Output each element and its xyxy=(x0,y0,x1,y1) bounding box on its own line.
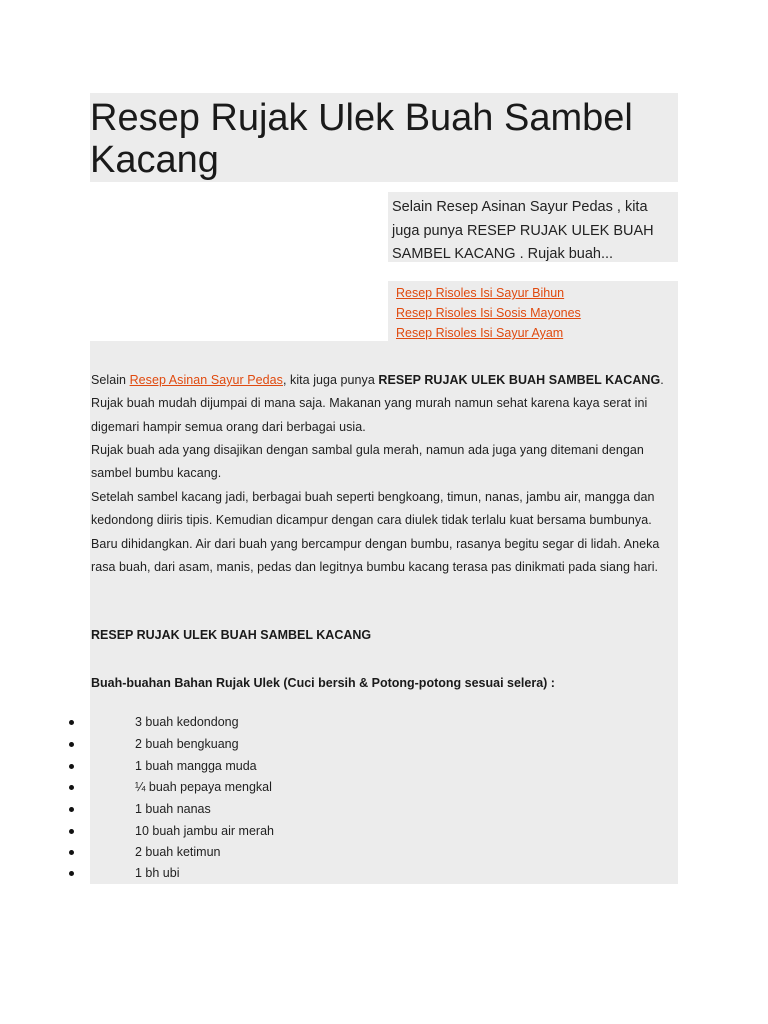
bullet-icon xyxy=(69,807,74,812)
list-item xyxy=(0,779,700,799)
bullet-icon xyxy=(69,829,74,834)
related-link-2[interactable]: Resep Risoles Isi Sosis Mayones xyxy=(396,306,581,320)
paragraph-sambal: Rujak buah ada yang disajikan dengan sambal gula merah, namun ada juga yang ditemani dengan sambel bumbu kacang. xyxy=(91,443,644,481)
list-item xyxy=(0,865,700,885)
related-link-3[interactable]: Resep Risoles Isi Sayur Ayam xyxy=(396,326,564,340)
bullet-icon xyxy=(69,720,74,725)
intro-middle: , kita juga punya xyxy=(282,373,379,387)
related-links xyxy=(388,281,678,342)
bullet-icon xyxy=(69,850,74,855)
ingredients-heading: Buah-buahan Bahan Rujak Ulek (Cuci bersih & Potong-potong sesuai selera) : xyxy=(91,676,555,690)
ingredient-text: 2 buah ketimun xyxy=(135,845,221,859)
ingredient-text: 1 buah nanas xyxy=(135,802,211,816)
intro-bold-title: RESEP RUJAK ULEK BUAH SAMBEL KACANG xyxy=(378,373,661,387)
intro-prefix: Selain xyxy=(91,373,130,387)
paragraph-preparation: Setelah sambel kacang jadi, berbagai buah seperti bengkoang, timun, nanas, jambu air, mangga dan kedondong diiris tipis. Kemudian dicampur dengan cara diulek tidak terlalu kuat bersama bumbunya. Baru dihidangkan. Air dari buah yang bercampur dengan bumbu, rasanya begitu segar di lidah. Aneka rasa buah, dari asam, manis, pedas dan legitnya bumbu kacang terasa pas dinikmati pada siang hari. xyxy=(91,490,660,574)
ingredient-text: 2 buah bengkuang xyxy=(135,737,239,751)
ingredient-text: 1 bh ubi xyxy=(135,866,180,880)
list-item xyxy=(0,714,700,734)
intro-rest: . Rujak buah mudah dijumpai di mana saja. Makanan yang murah namun sehat karena kaya serat ini digemari hampir semua orang dari berbagai usia. xyxy=(91,373,664,434)
bullet-icon xyxy=(69,742,74,747)
title-box xyxy=(90,93,678,182)
asinan-link[interactable]: Resep Asinan Sayur Pedas xyxy=(129,373,283,387)
list-item xyxy=(0,736,700,756)
ingredient-text: 1 buah mangga muda xyxy=(135,759,257,773)
list-item xyxy=(0,758,700,778)
list-item xyxy=(0,844,700,864)
bullet-icon xyxy=(69,785,74,790)
recipe-heading: RESEP RUJAK ULEK BUAH SAMBEL KACANG xyxy=(91,628,372,642)
bullet-icon xyxy=(69,764,74,769)
ingredient-text: 10 buah jambu air merah xyxy=(135,824,274,838)
intro-paragraph xyxy=(91,369,681,439)
page-title: Resep Rujak Ulek Buah Sambel Kacang xyxy=(90,97,633,181)
ingredient-text: ¼ buah pepaya mengkal xyxy=(135,780,272,794)
related-link-1[interactable]: Resep Risoles Isi Sayur Bihun xyxy=(396,286,565,300)
list-item xyxy=(0,823,700,843)
excerpt-box xyxy=(388,192,678,262)
ingredient-text: 3 buah kedondong xyxy=(135,715,239,729)
bullet-icon xyxy=(69,871,74,876)
excerpt-text: Selain Resep Asinan Sayur Pedas , kita juga punya RESEP RUJAK ULEK BUAH SAMBEL KACANG . Rujak buah... xyxy=(392,199,654,262)
list-item xyxy=(0,801,700,821)
